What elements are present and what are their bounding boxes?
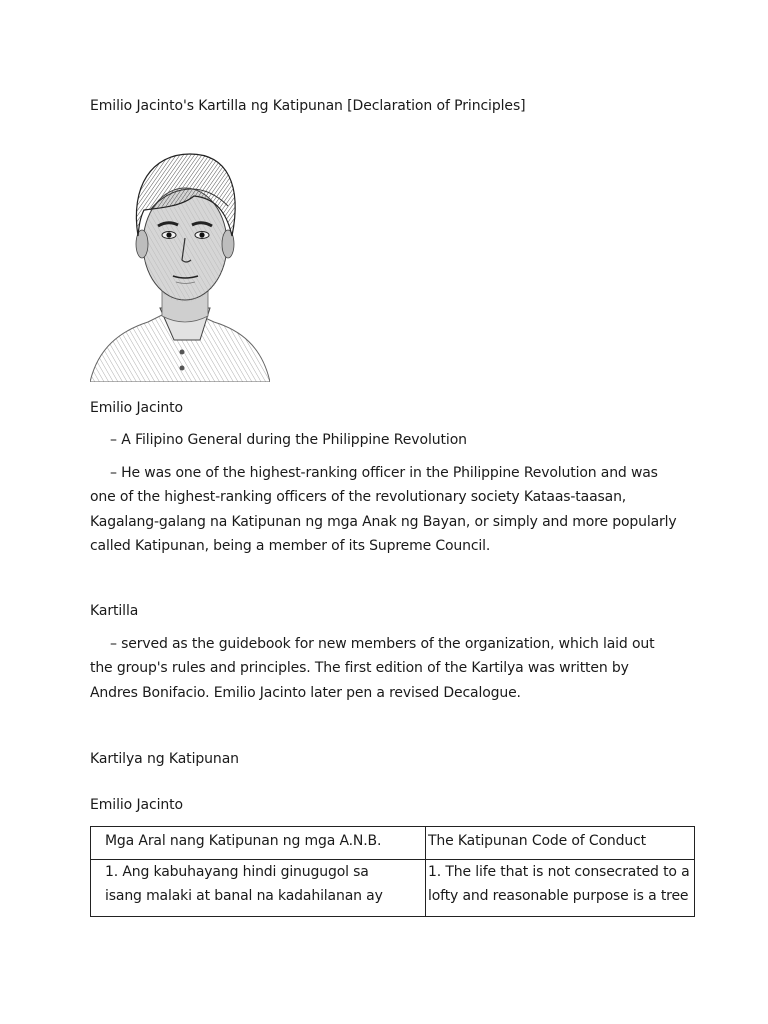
bio-point-general: – A Filipino General during the Philippine Revolution [110, 432, 467, 448]
section-heading-kartilya-ng-katipunan: Kartilya ng Katipunan [90, 751, 239, 767]
cell-line: 1. The life that is not consecrated to a [428, 864, 690, 880]
table-cell-english [426, 860, 695, 917]
section-heading-emilio-jacinto: Emilio Jacinto [90, 400, 183, 416]
page-title: Emilio Jacinto's Kartilla ng Katipunan [Declaration of Principles] [90, 98, 526, 114]
cell-line: isang malaki at banal na kadahilanan ay [105, 888, 383, 904]
bio-line: called Katipunan, being a member of its Supreme Council. [90, 537, 491, 554]
code-of-conduct-table [90, 826, 695, 917]
kartilla-line: the group's rules and principles. The first edition of the Kartilya was written by [90, 660, 629, 677]
kartilla-description [90, 632, 680, 705]
section-heading-kartilla: Kartilla [90, 603, 139, 619]
bio-line: – He was one of the highest-ranking officer in the Philippine Revolution and was [110, 465, 658, 481]
kartilla-line: – served as the guidebook for new members of the organization, which laid out [110, 636, 655, 652]
cell-line: lofty and reasonable purpose is a tree [428, 888, 689, 904]
kartilla-line: Andres Bonifacio. Emilio Jacinto later pen a revised Decalogue. [90, 684, 521, 701]
cell-line: 1. Ang kabuhayang hindi ginugugol sa [105, 864, 369, 880]
table-header-row [91, 827, 695, 860]
author-name: Emilio Jacinto [90, 797, 183, 813]
bio-point-ranking [90, 461, 680, 558]
table-header-filipino: Mga Aral nang Katipunan ng mga A.N.B. [91, 827, 426, 860]
portrait-engraving-icon [90, 126, 270, 382]
bio-line: Kagalang-galang na Katipunan ng mga Anak ng Bayan, or simply and more popularly [90, 513, 677, 530]
bio-line: one of the highest-ranking officers of the revolutionary society Kataas-taasan, [90, 489, 627, 506]
table-row [91, 860, 695, 917]
table-cell-filipino [91, 860, 426, 917]
table-header-english: The Katipunan Code of Conduct [426, 827, 695, 860]
